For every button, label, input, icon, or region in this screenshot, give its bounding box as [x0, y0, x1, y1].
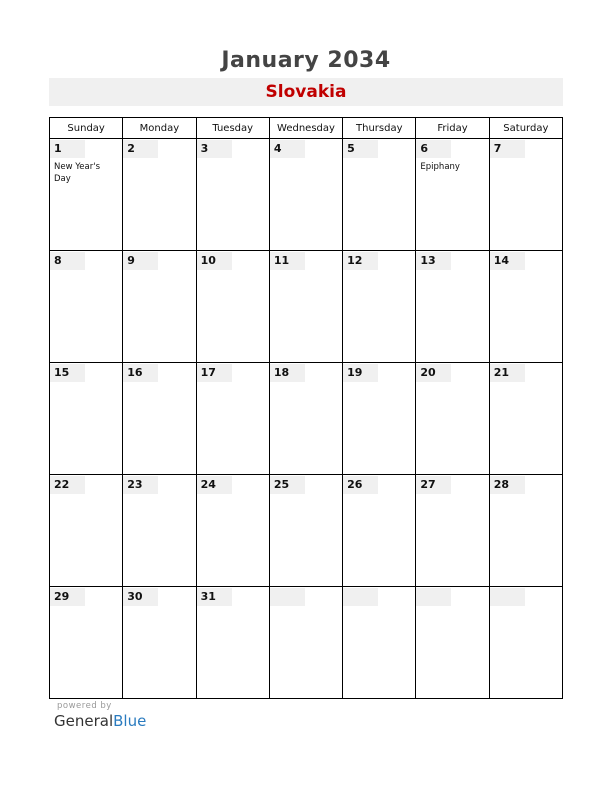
day-cell — [123, 587, 196, 699]
day-number: 24 — [197, 476, 232, 494]
week-row — [50, 475, 563, 587]
day-cell — [416, 475, 489, 587]
day-number — [270, 588, 305, 606]
day-cell — [343, 363, 416, 475]
day-cell — [489, 363, 562, 475]
day-number: 23 — [123, 476, 158, 494]
day-number — [490, 588, 525, 606]
week-row — [50, 139, 563, 251]
day-cell — [269, 251, 342, 363]
generalblue-logo[interactable] — [54, 712, 146, 730]
day-number: 15 — [50, 364, 85, 382]
day-number: 13 — [416, 252, 451, 270]
day-number: 28 — [490, 476, 525, 494]
day-number: 7 — [490, 140, 525, 158]
weekday-sunday: Sunday — [50, 118, 123, 139]
day-cell — [489, 251, 562, 363]
day-cell — [343, 475, 416, 587]
day-number — [343, 588, 378, 606]
holiday-label: Epiphany — [420, 162, 460, 172]
day-cell — [50, 587, 123, 699]
day-number: 19 — [343, 364, 378, 382]
day-number: 16 — [123, 364, 158, 382]
day-number: 21 — [490, 364, 525, 382]
day-cell — [416, 587, 489, 699]
day-number: 12 — [343, 252, 378, 270]
day-cell — [196, 475, 269, 587]
day-number — [416, 588, 451, 606]
day-cell — [489, 587, 562, 699]
day-number: 31 — [197, 588, 232, 606]
day-number: 26 — [343, 476, 378, 494]
day-cell — [343, 587, 416, 699]
day-number: 11 — [270, 252, 305, 270]
day-number: 8 — [50, 252, 85, 270]
day-cell — [343, 251, 416, 363]
weekday-monday: Monday — [123, 118, 196, 139]
day-cell — [269, 475, 342, 587]
day-cell — [489, 139, 562, 251]
weekday-thursday: Thursday — [343, 118, 416, 139]
brand-blue: Blue — [113, 712, 147, 730]
day-cell — [50, 475, 123, 587]
day-number: 3 — [197, 140, 232, 158]
day-cell — [416, 251, 489, 363]
day-number: 14 — [490, 252, 525, 270]
day-cell — [269, 587, 342, 699]
weekday-friday: Friday — [416, 118, 489, 139]
day-cell — [123, 363, 196, 475]
powered-by-label: powered by — [57, 701, 112, 711]
country-name: Slovakia — [265, 82, 347, 102]
day-cell — [196, 251, 269, 363]
day-number: 17 — [197, 364, 232, 382]
week-row — [50, 251, 563, 363]
day-number: 9 — [123, 252, 158, 270]
day-cell — [123, 251, 196, 363]
day-number: 25 — [270, 476, 305, 494]
day-number: 27 — [416, 476, 451, 494]
country-banner — [49, 78, 563, 106]
day-cell — [269, 139, 342, 251]
day-number: 20 — [416, 364, 451, 382]
day-number: 30 — [123, 588, 158, 606]
day-cell — [123, 475, 196, 587]
day-cell — [50, 139, 123, 251]
day-number: 1 — [50, 140, 85, 158]
week-row — [50, 363, 563, 475]
day-cell — [50, 363, 123, 475]
day-number: 5 — [343, 140, 378, 158]
week-row — [50, 587, 563, 699]
day-number: 2 — [123, 140, 158, 158]
day-cell — [416, 139, 489, 251]
day-number: 29 — [50, 588, 85, 606]
calendar-grid — [49, 117, 563, 699]
weekday-header-row — [50, 118, 563, 139]
calendar-title: January 2034 — [221, 48, 391, 73]
day-number: 18 — [270, 364, 305, 382]
weekday-tuesday: Tuesday — [196, 118, 269, 139]
day-cell — [196, 363, 269, 475]
holiday-label: New Year's Day — [54, 162, 101, 184]
day-cell — [269, 363, 342, 475]
day-number: 22 — [50, 476, 85, 494]
weekday-wednesday: Wednesday — [269, 118, 342, 139]
day-cell — [416, 363, 489, 475]
day-number: 4 — [270, 140, 305, 158]
day-cell — [123, 139, 196, 251]
day-cell — [196, 139, 269, 251]
day-cell — [50, 251, 123, 363]
day-cell — [489, 475, 562, 587]
day-cell — [196, 587, 269, 699]
day-number: 10 — [197, 252, 232, 270]
brand-general: General — [54, 712, 114, 730]
weekday-saturday: Saturday — [489, 118, 562, 139]
day-number: 6 — [416, 140, 451, 158]
day-cell — [343, 139, 416, 251]
